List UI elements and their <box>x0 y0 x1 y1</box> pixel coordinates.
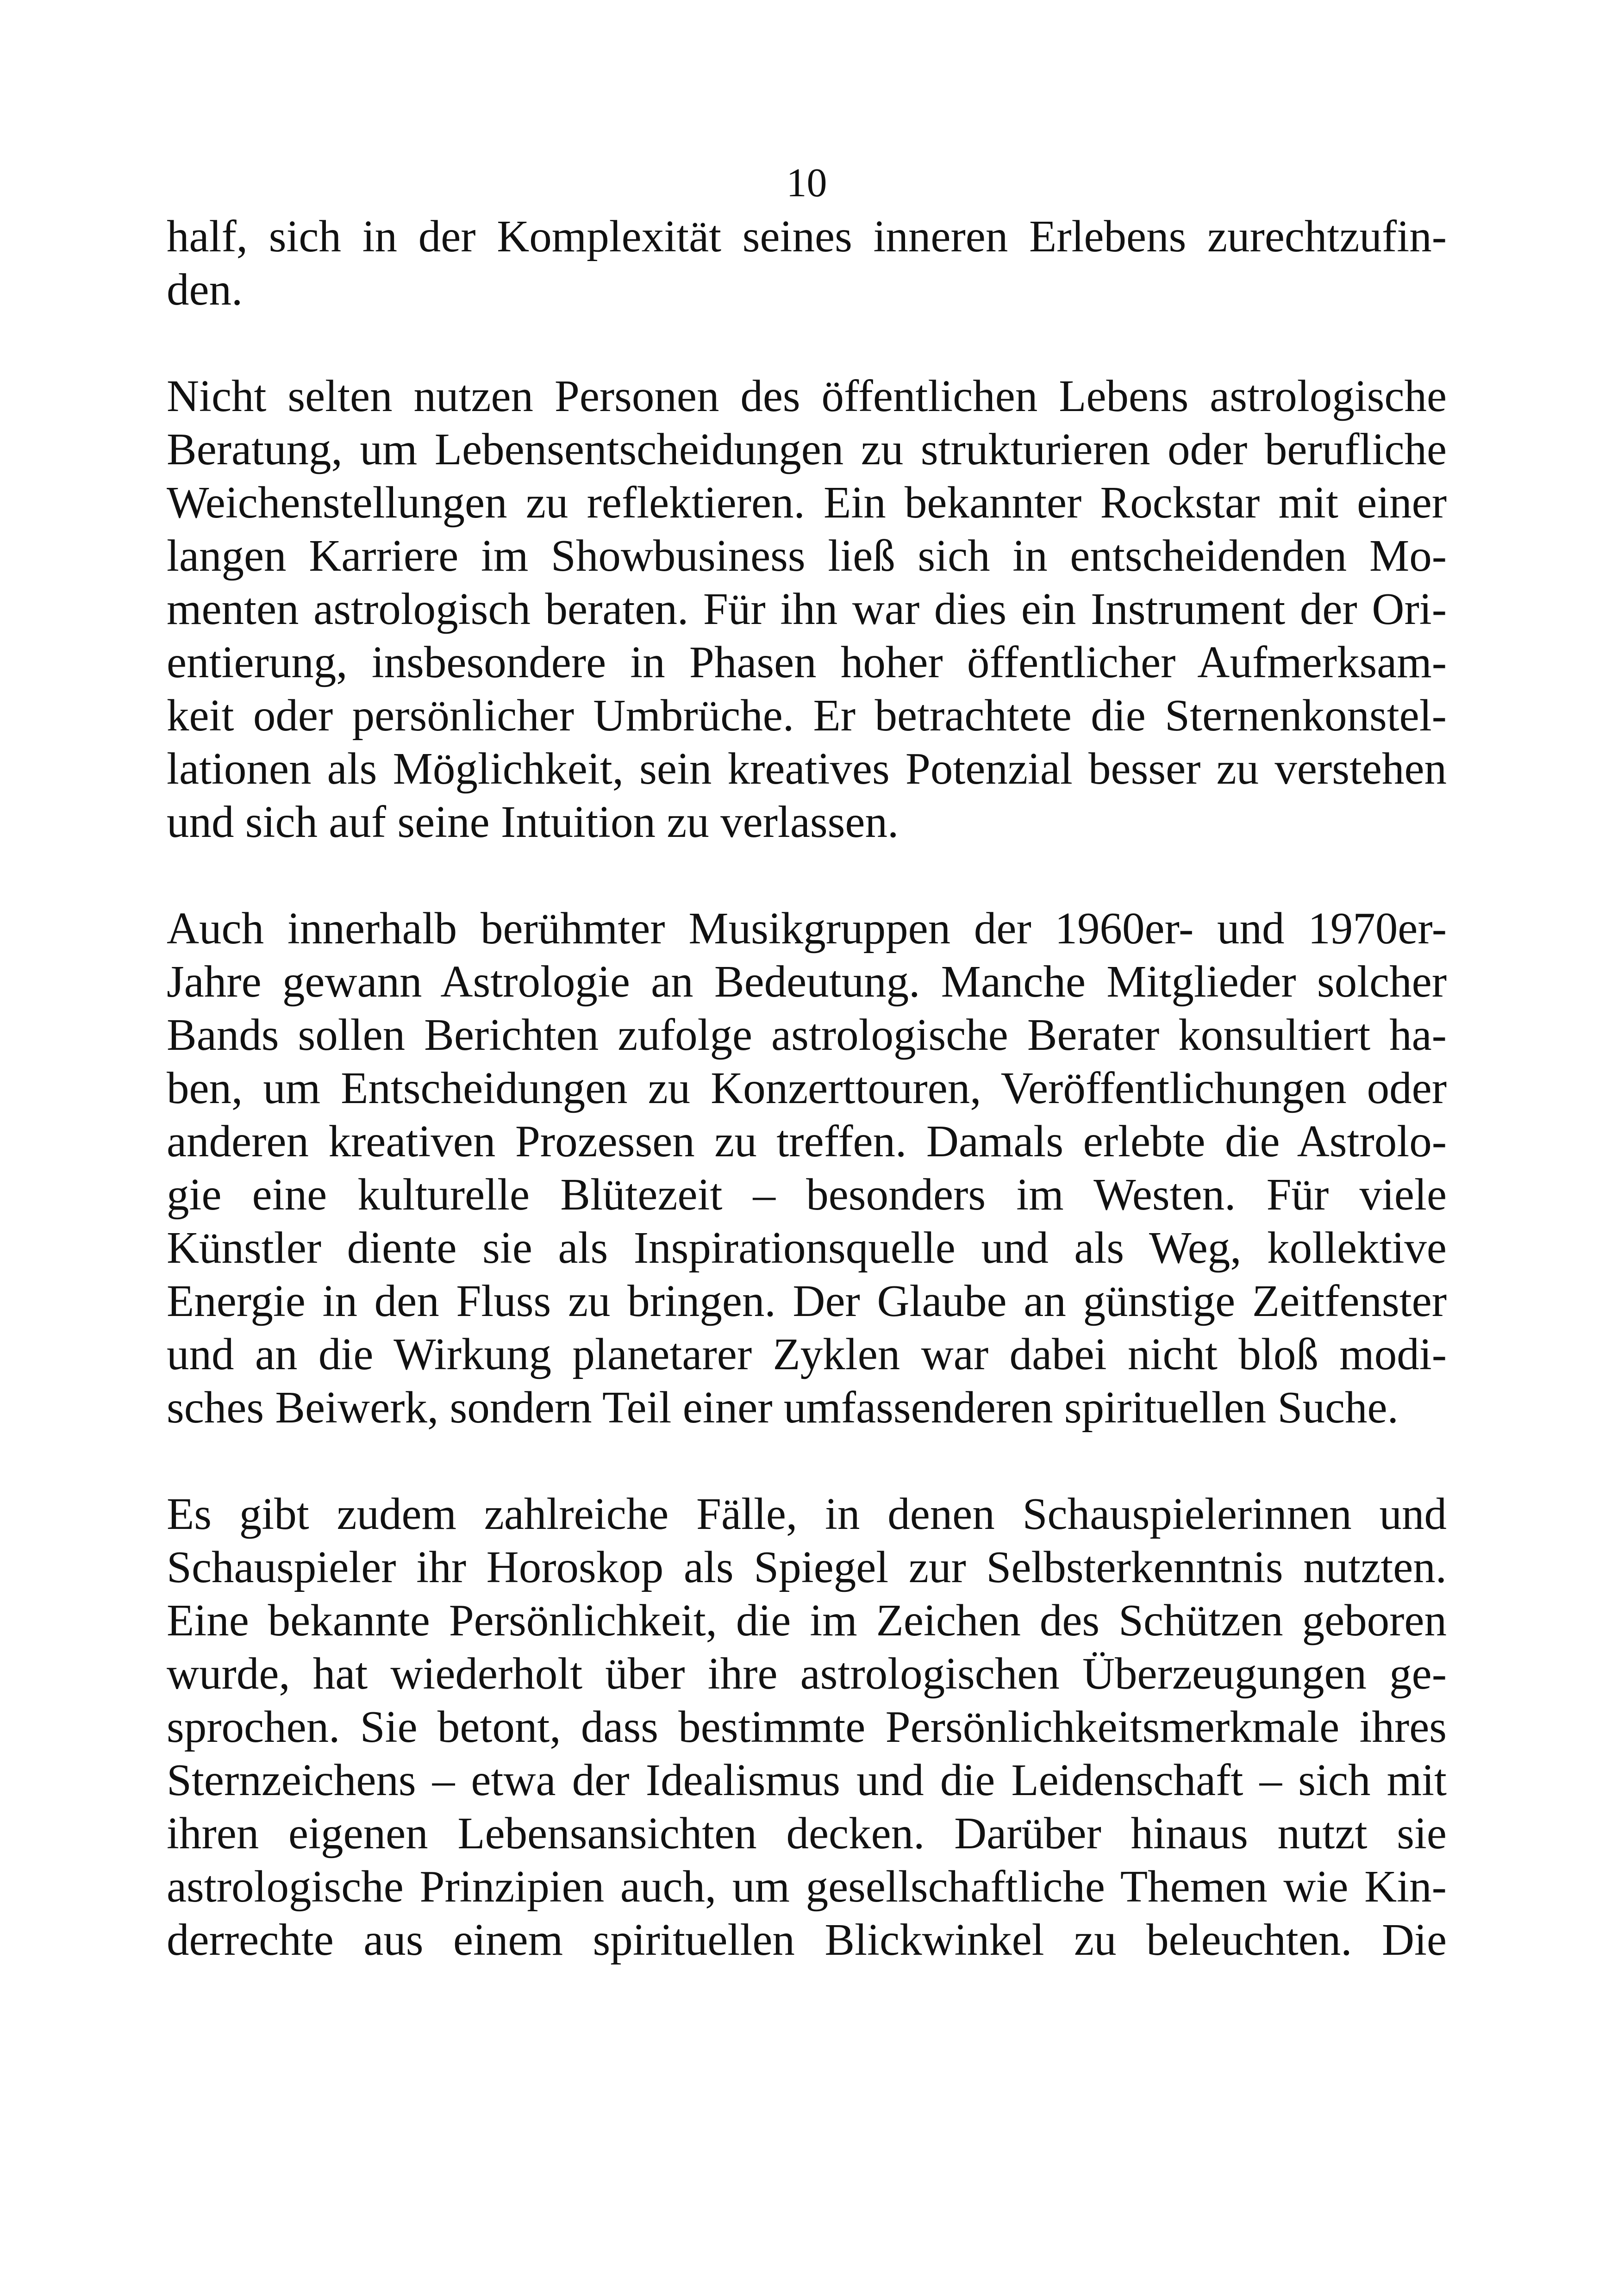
text-line: lationen als Möglichkeit, sein kreatives Potenzial besser zu verstehen <box>167 744 1447 793</box>
text-line: den. <box>167 265 243 314</box>
paragraph <box>167 369 1447 848</box>
text-line: Auch innerhalb berühmter Musikgruppen der 1960er- und 1970er- <box>167 904 1447 953</box>
text-line: anderen kreativen Prozessen zu treffen. Damals erlebte die Astrolo- <box>167 1116 1447 1166</box>
paragraph <box>167 1487 1447 1966</box>
text-line: Es gibt zudem zahlreiche Fälle, in denen Schauspielerinnen und <box>167 1489 1447 1539</box>
text-line: langen Karriere im Showbusiness ließ sich in entscheidenden Mo- <box>167 531 1447 580</box>
text-block <box>167 156 1447 1966</box>
text-line: Jahre gewann Astrologie an Bedeutung. Manche Mitglieder solcher <box>167 957 1447 1006</box>
text-line: und an die Wirkung planetarer Zyklen war dabei nicht bloß modi- <box>167 1329 1447 1379</box>
text-line: Weichenstellungen zu reflektieren. Ein bekannter Rockstar mit einer <box>167 478 1447 527</box>
text-line: ben, um Entscheidungen zu Konzerttouren, Veröffentlichungen oder <box>167 1063 1447 1113</box>
text-line: astrologische Prinzipien auch, um gesellschaftliche Themen wie Kin- <box>167 1862 1447 1911</box>
text-line: gie eine kulturelle Blütezeit – besonders im Westen. Für viele <box>167 1170 1447 1219</box>
text-line: Nicht selten nutzen Personen des öffentlichen Lebens astrologische <box>167 371 1447 421</box>
text-line: Schauspieler ihr Horoskop als Spiegel zur Selbsterkenntnis nutzten. <box>167 1542 1447 1592</box>
text-line: Energie in den Fluss zu bringen. Der Glaube an günstige Zeitfenster <box>167 1276 1447 1326</box>
text-line: sches Beiwerk, sondern Teil einer umfassenderen spirituellen Suche. <box>167 1383 1399 1432</box>
text-line: sprochen. Sie betont, dass bestimmte Persönlichkeitsmerkmale ihres <box>167 1702 1447 1752</box>
text-line: Bands sollen Berichten zufolge astrologische Berater konsultiert ha- <box>167 1010 1447 1060</box>
text-line: menten astrologisch beraten. Für ihn war dies ein Instrument der Ori- <box>167 584 1447 634</box>
text-line: half, sich in der Komplexität seines inneren Erlebens zurechtzufin- <box>167 212 1447 261</box>
paragraph <box>167 902 1447 1434</box>
text-line: ihren eigenen Lebensansichten decken. Darüber hinaus nutzt sie <box>167 1809 1447 1858</box>
text-line: entierung, insbesondere in Phasen hoher öffentlicher Aufmerksam- <box>167 637 1447 687</box>
text-line: derrechte aus einem spirituellen Blickwinkel zu beleuchten. Die <box>167 1915 1447 1964</box>
paragraph <box>167 210 1447 316</box>
text-line: Eine bekannte Persönlichkeit, die im Zeichen des Schützen geboren <box>167 1596 1447 1645</box>
text-line: und sich auf seine Intuition zu verlassen. <box>167 797 899 847</box>
text-line: Künstler diente sie als Inspirationsquelle und als Weg, kollektive <box>167 1223 1447 1272</box>
text-line: Sternzeichens – etwa der Idealismus und die Leidenschaft – sich mit <box>167 1755 1447 1805</box>
text-line: keit oder persönlicher Umbrüche. Er betrachtete die Sternenkonstel- <box>167 691 1447 740</box>
page-number: 10 <box>786 161 827 206</box>
text-line: Beratung, um Lebensentscheidungen zu strukturieren oder berufliche <box>167 424 1447 474</box>
text-line: wurde, hat wiederholt über ihre astrologischen Überzeugungen ge- <box>167 1649 1447 1698</box>
